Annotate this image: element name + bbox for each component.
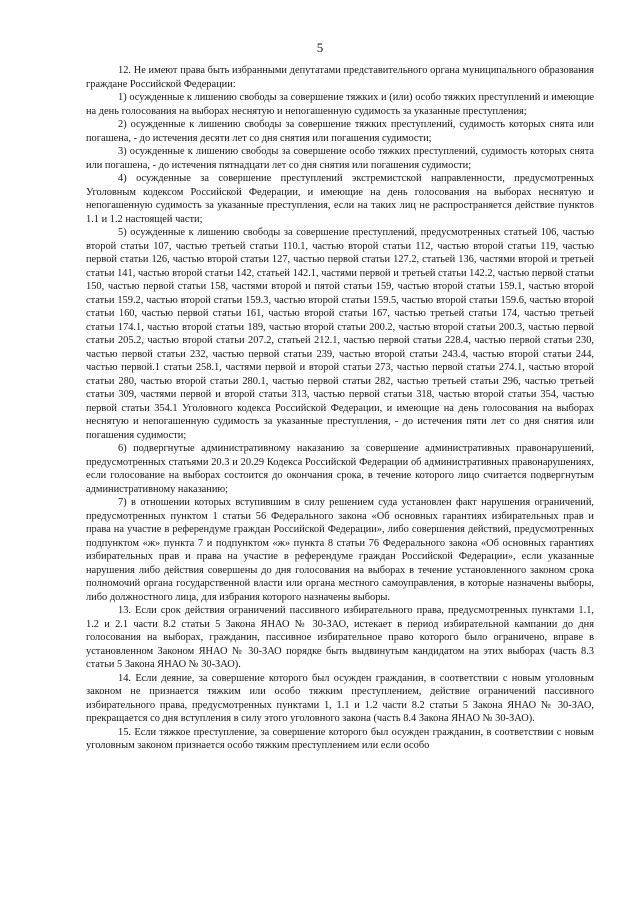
paragraph-15: 15. Если тяжкое преступление, за совершение которого был осужден гражданин, в соответствии с новым уголовным законом признается особо тяжким преступлением или если особо (86, 726, 594, 751)
document-body (86, 64, 594, 753)
paragraph-12-2: 2) осужденные к лишению свободы за совершение тяжких преступлений, судимость которых снята или погашена, - до истечения десяти лет со дня снятия или погашения судимости; (86, 119, 594, 144)
paragraph-12-3: 3) осужденные к лишению свободы за совершение особо тяжких преступлений, судимость которых снята или погашена, - до истечения пятнадцати лет со дня снятия или погашения судимости; (86, 146, 594, 171)
paragraph-12-6: 6) подвергнутые административному наказанию за совершение административных правонарушений, предусмотренных статьями 20.3 и 20.29 Кодекса Российской Федерации об административных правонарушениях, если голосование на выборах состоится до окончания срока, в течение которого лицо считается подвергнутым административному наказанию; (86, 443, 594, 495)
paragraph-12-7: 7) в отношении которых вступившим в силу решением суда установлен факт нарушения ограничений, предусмотренных пунктом 1 статьи 56 Федерального закона «Об основных гарантиях избирательных прав и права на участие в референдуме граждан Российской Федерации», либо совершения действий, предусмотренных подпунктом «ж» пункта 7 и подпунктом «ж» пункта 8 статьи 76 Федерального закона «Об основных гарантиях избирательных прав и права на участие в референдуме граждан Российской Федерации», если указанные нарушения либо действия совершены до дня голосования на выборах в течение установленного законом срока полномочий органа государственной власти или органа местного самоуправления, в которые назначены выборы, либо должностного лица, для избрания которого назначены выборы. (86, 497, 594, 603)
paragraph-12-4: 4) осужденные за совершение преступлений экстремистской направленности, предусмотренных Уголовным кодексом Российской Федерации, и имеющие на день голосования на выборах неснятую и непогашенную судимость за указанные преступления, если на таких лиц не распространяется действие пунктов 1.1 и 1.2 настоящей части; (86, 173, 594, 225)
paragraph-12-1: 1) осужденные к лишению свободы за совершение тяжких и (или) особо тяжких преступлений и имеющие на день голосования на выборах неснятую и непогашенную судимость за указанные преступления; (86, 92, 594, 117)
paragraph-12: 12. Не имеют права быть избранными депутатами представительного органа муниципального образования граждане Российской Федерации: (86, 65, 594, 90)
paragraph-12-5: 5) осужденные к лишению свободы за совершение преступлений, предусмотренных статьей 106, частью второй статьи 107, частью третьей статьи 110.1, частью второй статьи 112, частью второй статьи 119, частью первой статьи 126, частью второй статьи 127, частью первой статьи 127.2, статьей 136, частями второй и третьей статьи 141, частью второй статьи 142, статьей 142.1, частями первой и третьей статьи 142.2, частью первой статьи 150, частью первой статьи 158, частями второй и пятой статьи 159, частью второй статьи 159.1, частью второй статьи 159.2, частью второй статьи 159.3, частью второй статьи 159.5, частью второй статьи 159.6, частью второй статьи 160, частью первой статьи 161, частью второй статьи 167, частью третьей статьи 174, частью третьей статьи 174.1, частью второй статьи 189, частью второй статьи 200.2, частью второй статьи 200.3, частью первой статьи 205.2, частью второй статьи 207.2, статьей 212.1, частью первой статьи 228.4, частью первой статьи 230, частью первой статьи 232, частью первой статьи 239, частью второй статьи 243.4, частью второй статьи 244, частью первой.1 статьи 258.1, частями первой и второй статьи 273, частью первой статьи 274.1, частью второй статьи 280, частью второй статьи 280.1, частью первой статьи 282, частью третьей статьи 296, частью третьей статьи 309, частями первой и второй статьи 313, частью первой статьи 318, частью второй статьи 354, частью первой статьи 354.1 Уголовного кодекса Российской Федерации, и имеющие на день голосования на выборах неснятую и непогашенную судимость за указанные преступления, - до истечения пяти лет со дня снятия или погашения судимости; (86, 227, 594, 441)
paragraph-13: 13. Если срок действия ограничений пассивного избирательного права, предусмотренных пунктами 1.1, 1.2 и 2.1 части 8.2 статьи 5 Закона ЯНАО № 30-ЗАО, истекает в период избирательной кампании до дня голосования на выборах, гражданин, пассивное избирательное право которого было ограничено, вправе в установленном Законом ЯНАО № 30-ЗАО порядке быть выдвинутым кандидатом на этих выборах (часть 8.3 статьи 5 Закона ЯНАО № 30-ЗАО). (86, 605, 594, 670)
page-number: 5 (316, 40, 324, 55)
paragraph-14: 14. Если деяние, за совершение которого был осужден гражданин, в соответствии с новым уголовным законом не признается тяжким или особо тяжким преступлением, действие ограничений пассивного избирательного права, предусмотренных пунктами 1, 1.1 и 1.2 части 8.2 статьи 5 Закона ЯНАО № 30-ЗАО, прекращается со дня вступления в силу этого уголовного закона (часть 8.4 Закона ЯНАО № 30-ЗАО). (86, 672, 594, 724)
